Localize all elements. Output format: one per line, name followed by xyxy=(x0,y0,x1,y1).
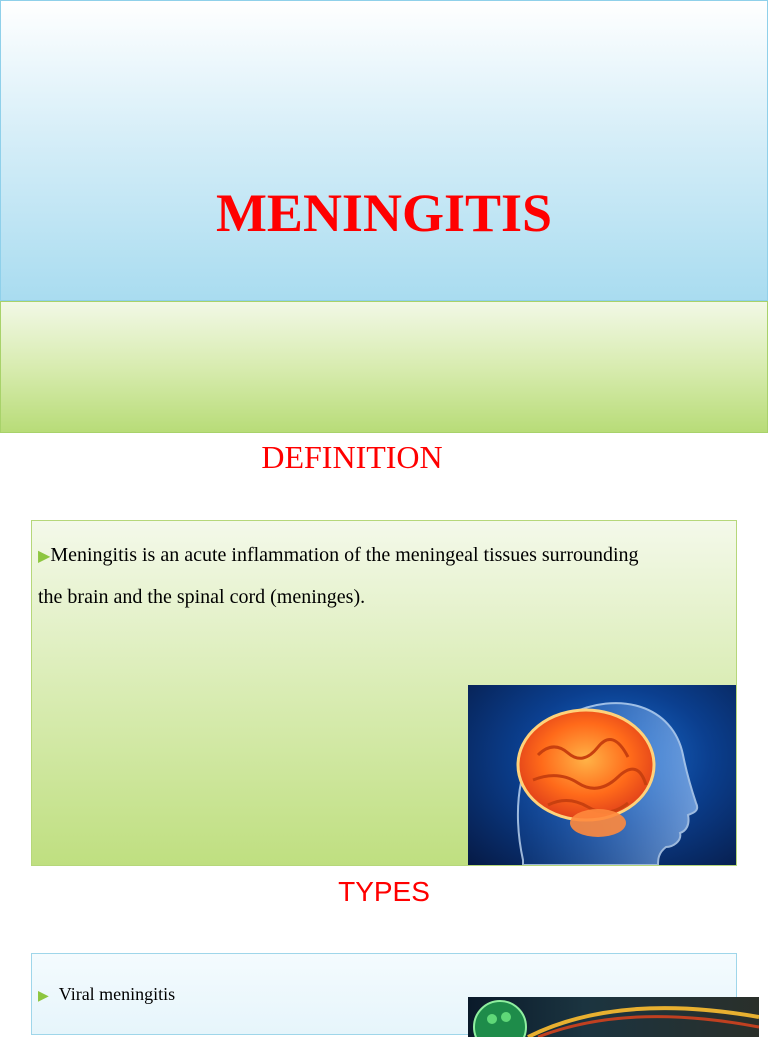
virus-illustration-icon xyxy=(468,997,759,1037)
definition-heading: DEFINITION xyxy=(261,439,443,475)
definition-line-1: Meningitis is an acute inflammation of the meningeal tissues surrounding xyxy=(50,544,639,566)
bullet-triangle-icon: ▶ xyxy=(38,989,49,1004)
list-item xyxy=(38,982,175,1009)
page-title: MENINGITIS xyxy=(215,183,553,243)
types-heading: TYPES xyxy=(338,876,430,907)
brain-image xyxy=(468,685,736,865)
decorative-band xyxy=(0,301,768,433)
virus-image xyxy=(468,997,759,1037)
brain-illustration-icon xyxy=(468,685,736,865)
definition-text xyxy=(38,535,728,617)
definition-line-2: the brain and the spinal cord (meninges). xyxy=(38,586,366,608)
type-viral-meningitis: Viral meningitis xyxy=(58,984,176,1004)
title-band xyxy=(0,0,768,301)
bullet-triangle-icon: ▶ xyxy=(38,548,51,565)
